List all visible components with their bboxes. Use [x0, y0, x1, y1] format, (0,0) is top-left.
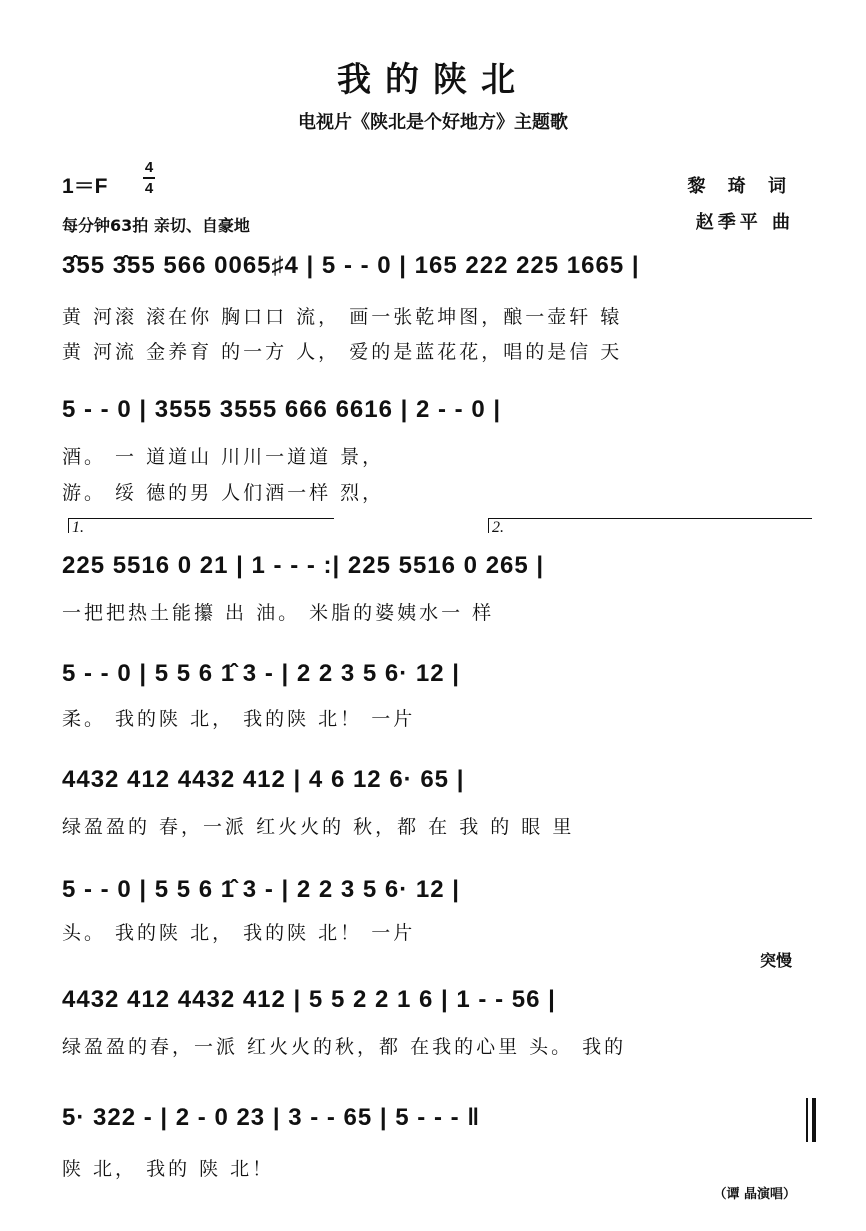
system-2-lyrics-verse-1: 酒。 一 道道山 川川一道道 景， — [62, 446, 385, 468]
system-1-lyrics-verse-2: 黄 河流 金养育 的一方 人， 爱的是蓝花花，唱的是信 天 — [62, 341, 623, 363]
system-2-notes: 5 - - 0 | 3555 3555 666 6616 | 2 - - 0 | — [62, 396, 502, 423]
system-2-lyrics-verse-2: 游。 绥 德的男 人们酒一样 烈， — [62, 482, 385, 504]
system-3-lyrics: 一把把热土能攥 出 油。 米脂的婆姨水一 样 — [62, 602, 495, 624]
system-1-notes: 3̂55 3̂55 566 0065♯4 | 5 - - 0 | 165 222 225 1665 | — [62, 252, 640, 279]
time-signature — [142, 158, 156, 198]
tempo-change-marking: 突慢 — [759, 951, 792, 970]
volta-second-ending: 2. — [488, 518, 812, 533]
song-title: 我的陕北 — [337, 60, 529, 100]
system-7-lyrics: 绿盈盈的春，一派 红火火的秋，都 在我的心里 头。 我的 — [62, 1036, 627, 1058]
volta-first-ending: 1. — [68, 518, 334, 533]
time-signature-top: 4 — [144, 159, 154, 176]
performer-credit: （谭 晶演唱） — [713, 1187, 796, 1202]
composer-credit: 赵季平 曲 — [695, 212, 794, 233]
time-signature-bottom: 4 — [144, 180, 154, 197]
thin-barline — [806, 1098, 808, 1142]
system-4-notes: 5 - - 0 | 5 5 6 1̂ 3 - | 2 2 3 5 6· 12 | — [62, 660, 461, 687]
system-6-notes: 5 - - 0 | 5 5 6 1̂ 3 - | 2 2 3 5 6· 12 | — [62, 876, 461, 903]
system-7-notes: 4432 412 4432 412 | 5 5 2 2 1 6 | 1 - - 56 | — [62, 986, 556, 1013]
system-1-lyrics-verse-1: 黄 河滚 滚在你 胸口口 流， 画一张乾坤图，酿一壶轩 辕 — [62, 306, 623, 328]
song-subtitle: 电视片《陕北是个好地方》主题歌 — [298, 112, 568, 133]
system-5-notes: 4432 412 4432 412 | 4 6 12 6· 65 | — [62, 766, 465, 793]
final-barline — [812, 1098, 816, 1142]
system-4-lyrics: 柔。 我的陕 北， 我的陕 北！ 一片 — [62, 708, 416, 730]
system-8-notes: 5· 322 - | 2 - 0 23 | 3 - - 65 | 5 - - - ‖ — [62, 1104, 481, 1131]
tempo-marking: 每分钟63拍 亲切、自豪地 — [62, 216, 250, 235]
system-5-lyrics: 绿盈盈的 春，一派 红火火的 秋，都 在 我 的 眼 里 — [62, 816, 575, 838]
lyricist-credit: 黎 琦 词 — [687, 176, 794, 197]
key-signature: 1＝F — [62, 175, 108, 198]
system-6-lyrics: 头。 我的陕 北， 我的陕 北！ 一片 — [62, 922, 416, 944]
system-3-notes: 225 5516 0 21 | 1 - - - :| 225 5516 0 265 | — [62, 552, 545, 579]
system-8-lyrics: 陕 北， 我的 陕 北！ — [62, 1158, 275, 1180]
